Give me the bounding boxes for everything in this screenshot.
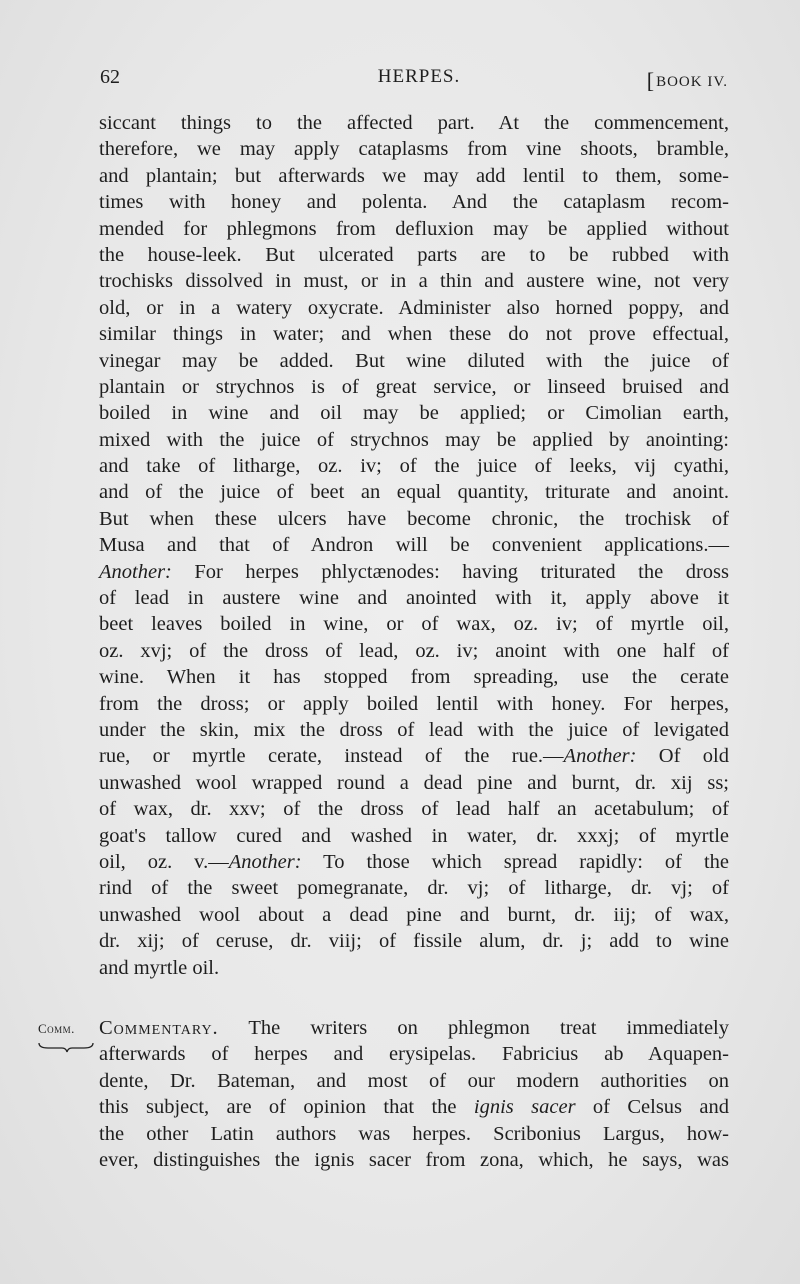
book-ref-bracket: [ (646, 68, 656, 93)
text-line: dr. xij; of ceruse, dr. viij; of fissile alum, dr. j; add to wine (99, 930, 729, 953)
text-line (99, 849, 729, 875)
ignis-sacer-italic: ignis sacer (473, 1096, 576, 1119)
text-line: goat's tallow cured and washed in water, dr. xxxj; of myrtle (99, 824, 729, 847)
text-line: trochisks dissolved in must, or in a thin and austere wine, not very (99, 270, 729, 293)
text-line: But when these ulcers have become chronic, the trochisk of (99, 507, 729, 530)
text-line: siccant things to the affected part. At the commencement, (99, 112, 729, 134)
line-pre: this subject, are of opinion that the (99, 1096, 474, 1119)
commentary-line: afterwards of herpes and erysipelas. Fabricius ab Aquapen- (99, 1043, 729, 1066)
main-text (99, 110, 729, 981)
page-number: 62 (100, 66, 120, 88)
text-line: under the skin, mix the dross of lead with the juice of levigated (99, 718, 729, 741)
text-line: and myrtle oil. (99, 956, 220, 979)
text-line: beet leaves boiled in wine, or of wax, oz. iv; of myrtle oil, (99, 613, 729, 636)
line-post: To those which spread rapidly: of the (301, 850, 729, 873)
line-rest: The writers on phlegmon treat immediately (218, 1017, 729, 1039)
text-line: boiled in wine and oil may be applied; or Cimolian earth, (99, 402, 729, 425)
text-line: vinegar may be added. But wine diluted with the juice of (99, 349, 729, 372)
text-line: old, or in a watery oxycrate. Administer also horned poppy, and (99, 296, 729, 319)
text-line: and plantain; but afterwards we may add lentil to them, some- (99, 164, 729, 187)
another-italic: Another: (563, 745, 637, 768)
running-title: HERPES. (377, 66, 461, 87)
text-line (99, 559, 729, 585)
line-post: of Celsus and (575, 1096, 729, 1119)
text-line: wine. When it has stopped from spreading, use the cerate (99, 666, 729, 689)
text-line: and of the juice of beet an equal quantity, triturate and anoint. (99, 481, 729, 504)
text-line: oz. xvj; of the dross of lead, oz. iv; anoint with one half of (99, 639, 729, 662)
another-italic: Another: (228, 850, 302, 873)
commentary-line: dente, Dr. Bateman, and most of our modern authorities on (99, 1069, 729, 1092)
margin-brace-icon (38, 1040, 94, 1054)
line-post: Of old (636, 745, 729, 768)
text-line: from the dross; or apply boiled lentil with honey. For herpes, (99, 692, 729, 715)
line-pre: rue, or myrtle cerate, instead of the rue.— (99, 745, 564, 768)
text-line: and take of litharge, oz. iv; of the juice of leeks, vij cyathi, (99, 455, 729, 478)
commentary-line: the other Latin authors was herpes. Scribonius Largus, how- (99, 1122, 729, 1145)
text-line: unwashed wool about a dead pine and burnt, dr. iij; of wax, (99, 903, 729, 926)
commentary-heading: Commentary. (99, 1017, 219, 1039)
text-line: similar things in water; and when these do not prove effectual, (99, 323, 729, 346)
text-line: the house-leek. But ulcerated parts are to be rubbed with (99, 243, 729, 266)
text-line: mixed with the juice of strychnos may be applied by anointing: (99, 428, 729, 451)
text-line: therefore, we may apply cataplasms from vine shoots, bramble, (99, 138, 729, 161)
commentary-line (99, 1015, 729, 1041)
text-line: of lead in austere wine and anointed with it, apply above it (99, 587, 729, 610)
line-pre: oil, oz. v.— (99, 850, 229, 873)
commentary-line (99, 1094, 729, 1120)
another-italic: Another: (99, 560, 172, 583)
line-rest: For herpes phlyctænodes: having triturated the dross (171, 560, 729, 583)
text-line: Musa and that of Andron will be convenient applications.— (99, 534, 729, 557)
page-header (100, 66, 728, 96)
book-reference (647, 66, 728, 92)
commentary-section (99, 1015, 729, 1173)
margin-note: Comm. (38, 1021, 75, 1036)
text-line: plantain or strychnos is of great service, or linseed bruised and (99, 375, 729, 398)
text-line: unwashed wool wrapped round a dead pine and burnt, dr. xij ss; (99, 771, 729, 794)
text-line: of wax, dr. xxv; of the dross of lead half an acetabulum; of (99, 798, 729, 821)
text-line: mended for phlegmons from defluxion may be applied without (99, 217, 729, 240)
text-line: rind of the sweet pomegranate, dr. vj; of litharge, dr. vj; of (99, 877, 729, 900)
text-line: times with honey and polenta. And the cataplasm recom- (99, 191, 729, 214)
commentary-line: ever, distinguishes the ignis sacer from zona, which, he says, was (99, 1148, 729, 1171)
book-ref-label: BOOK IV. (656, 74, 728, 90)
text-line (99, 743, 729, 769)
